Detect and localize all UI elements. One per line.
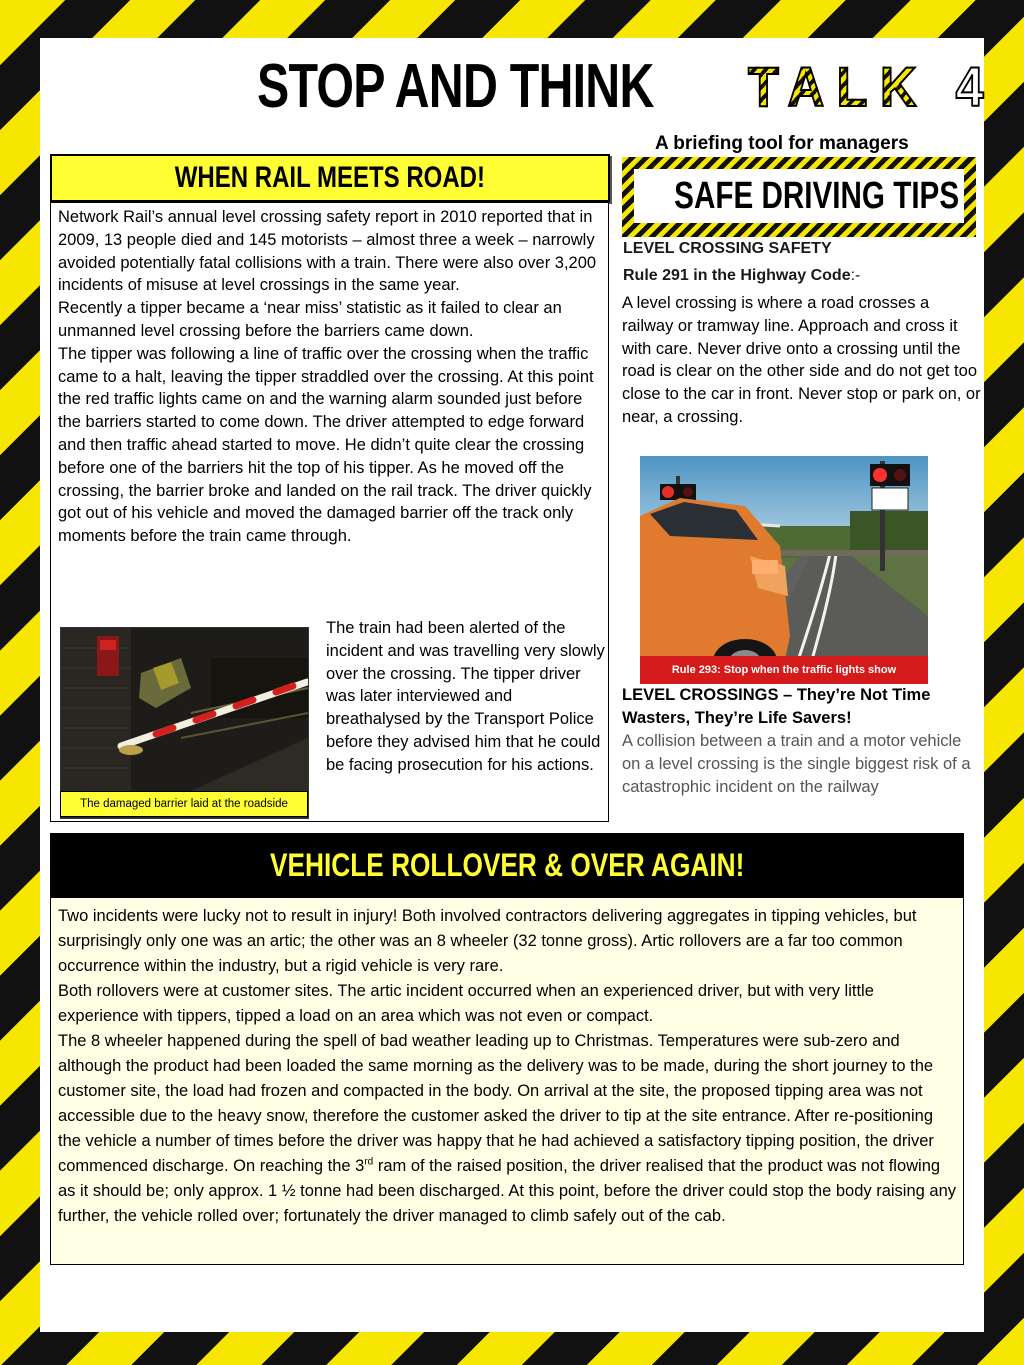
level-crossing-illustration bbox=[640, 456, 928, 684]
highway-code-rule-title bbox=[623, 267, 860, 285]
talk-number-label: TALK 4 bbox=[748, 55, 997, 118]
rollover-section-body bbox=[58, 904, 958, 1229]
highway-code-rule-text: A level crossing is where a road crosses a railway or tramway line. Approach and cross it with care. Never drive onto a crossing until the road is clear on the other side and do not get too close to the car in front. Never stop or park on, or near, a crossing. bbox=[622, 294, 981, 426]
ordinal-suffix: rd bbox=[364, 1156, 374, 1168]
barrier-photo-caption: The damaged barrier laid at the roadside bbox=[60, 791, 308, 817]
rail-paragraph: Network Rail’s annual level crossing safety report in 2010 reported that in 2009, 13 people died and 145 motorists – almost three a week – narrowly avoided potentially fatal collisions with a train. There were also over 3,200 incidents of misuse at level crossings in the same year. bbox=[58, 208, 597, 295]
level-crossings-slogan-text: A collision between a train and a motor vehicle on a level crossing is the single biggest risk of a catastrophic incident on the railway bbox=[622, 732, 971, 796]
rollover-paragraph: Two incidents were lucky not to result in injury! Both involved contractors delivering aggregates in tipping vehicles, but surprisingly only one was an artic; the other was an 8 wheeler (32 tonne gross). Artic rollovers are a far too common occurrence within the industry, but a rigid vehicle is very rare. bbox=[58, 907, 917, 975]
rollover-paragraph: Both rollovers were at customer sites. The artic incident occurred when an experienced driver, but with very little experience with tippers, tipped a load on an area which was not even or compact. bbox=[58, 982, 874, 1025]
rollover-heading-box bbox=[50, 833, 964, 897]
rollover-paragraph bbox=[58, 1029, 958, 1229]
tips-heading: SAFE DRIVING TIPS bbox=[674, 175, 960, 217]
level-crossing-photo-caption: Rule 293: Stop when the traffic lights show bbox=[640, 656, 928, 684]
rail-section-continuation: The train had been alerted of the incident and was travelling very slowly over the crossing. The tipper driver was later interviewed and breathalysed by the Transport Police before they advised him that he could be facing prosecution for his actions. bbox=[326, 619, 605, 774]
tips-heading-box bbox=[622, 157, 976, 237]
rule-title-suffix: :- bbox=[850, 267, 861, 284]
page-subtitle: A briefing tool for managers bbox=[655, 133, 909, 154]
tips-heading-inner bbox=[634, 169, 964, 223]
rail-section-heading: WHEN RAIL MEETS ROAD! bbox=[174, 161, 486, 194]
rollover-p3-end: ram of the raised position, the driver realised that the product was not flowing as it should be; only approx. 1 ½ tonne had been discharged. At this point, before the driver could stop the body raising any further, the vehicle rolled over; fortunately the driver managed to climb safely out of the cab. bbox=[58, 1157, 957, 1225]
rollover-p3-start: The 8 wheeler happened during the spell of bad weather leading up to Christmas. Temperatures were sub-zero and although the product had been loaded the same morning as the delivery was to be made, during the short journey to the customer site, the load had frozen and compacted in the body. On arrival at the site, the proposed tipping area was not accessible due to the heavy snow, therefore the customer asked the driver to tip at the site entrance. After re-positioning the vehicle a number of times before the driver was happy that he had achieved a satisfactory tipping position, the driver commenced discharge. On reaching the 3 bbox=[58, 1032, 934, 1175]
page-title: STOP AND THINK bbox=[257, 52, 654, 121]
level-crossing-safety-title: LEVEL CROSSING SAFETY bbox=[623, 240, 832, 257]
rule-title-text: Rule 291 in the Highway Code bbox=[623, 267, 851, 284]
damaged-barrier-illustration bbox=[61, 628, 308, 818]
rail-section-body bbox=[58, 206, 603, 548]
rail-paragraph: Recently a tipper became a ‘near miss’ statistic as it failed to clear an unmanned level crossing before the barriers came down. bbox=[58, 299, 562, 340]
level-crossings-slogan: LEVEL CROSSINGS – They’re Not Time Wasters, They’re Life Savers! bbox=[622, 686, 931, 727]
level-crossing-photo bbox=[640, 456, 928, 684]
rollover-heading: VEHICLE ROLLOVER & OVER AGAIN! bbox=[269, 847, 745, 883]
rail-section-heading-box bbox=[50, 154, 610, 202]
rail-paragraph: The tipper was following a line of traffic over the crossing when the traffic came to a halt, leaving the tipper straddled over the crossing. At this point the red traffic lights came on and the warning alarm sounded just before the barriers started to come down. The driver attempted to edge forward and then traffic ahead started to move. He didn’t quite clear the crossing before one of the barriers hit the top of his tipper. As he moved off the crossing, the barrier broke and landed on the rail track. The driver quickly got out of his vehicle and moved the damaged barrier off the track only moments before the train came through. bbox=[58, 344, 594, 546]
